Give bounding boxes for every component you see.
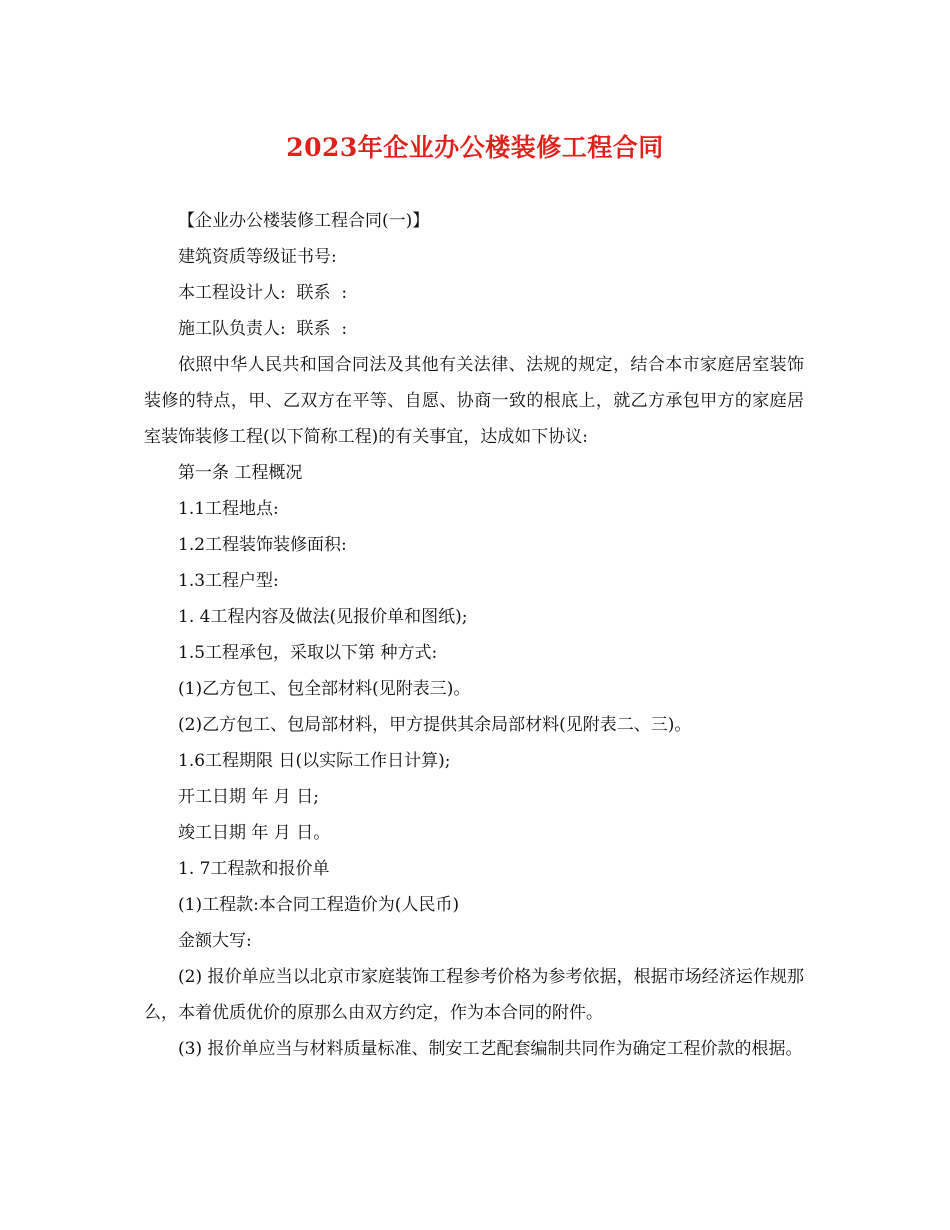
paragraph-option-1: (1)乙方包工、包全部材料(见附表三)。: [178, 679, 471, 699]
paragraph-amount-in-words: 金额大写:: [178, 931, 252, 951]
paragraph-clause-1-3: 1.3工程户型:: [178, 571, 279, 591]
document-body: [144, 203, 804, 1067]
paragraph-designer: 本工程设计人: 联系 :: [178, 283, 348, 303]
paragraph-clause-1-1: 1.1工程地点:: [178, 499, 279, 519]
paragraph-completion-date: 竣工日期 年 月 日。: [178, 823, 331, 843]
paragraph-team-leader: 施工队负责人: 联系 :: [178, 319, 348, 339]
paragraph-article-one: 第一条 工程概况: [178, 463, 303, 483]
paragraph-certificate-number: 建筑资质等级证书号:: [178, 247, 337, 267]
document-title: 2023年企业办公楼装修工程合同: [286, 133, 664, 162]
paragraph-clause-1-7: 1. 7工程款和报价单: [178, 859, 330, 879]
paragraph-quotation-basis: (2) 报价单应当以北京市家庭装饰工程参考价格为参考依据，根据市场经济运作规那么，本着优质优价的原那么由双方约定，作为本合同的附件。: [144, 967, 804, 1023]
paragraph-start-date: 开工日期 年 月 日;: [178, 787, 319, 807]
paragraph-clause-1-4: 1. 4工程内容及做法(见报价单和图纸);: [178, 607, 468, 627]
paragraph-section-heading: 【企业办公楼装修工程合同(一)】: [178, 211, 430, 231]
paragraph-clause-1-6: 1.6工程期限 日(以实际工作日计算);: [178, 751, 451, 771]
paragraph-clause-1-5: 1.5工程承包，采取以下第 种方式:: [178, 643, 438, 663]
paragraph-clause-1-2: 1.2工程装饰装修面积:: [178, 535, 347, 555]
paragraph-contract-price: (1)工程款:本合同工程造价为(人民币): [178, 895, 460, 915]
paragraph-quotation-standards: (3) 报价单应当与材料质量标准、制安工艺配套编制共同作为确定工程价款的根据。: [178, 1039, 803, 1059]
paragraph-option-2: (2)乙方包工、包局部材料，甲方提供其余局部材料(见附表二、三)。: [178, 715, 692, 735]
paragraph-preamble: 依照中华人民共和国合同法及其他有关法律、法规的规定，结合本市家庭居室装饰装修的特点，甲、乙双方在平等、自愿、协商一致的根底上，就乙方承包甲方的家庭居室装饰装修工程(以下简称工程)的有关事宜，达成如下协议:: [144, 355, 804, 447]
